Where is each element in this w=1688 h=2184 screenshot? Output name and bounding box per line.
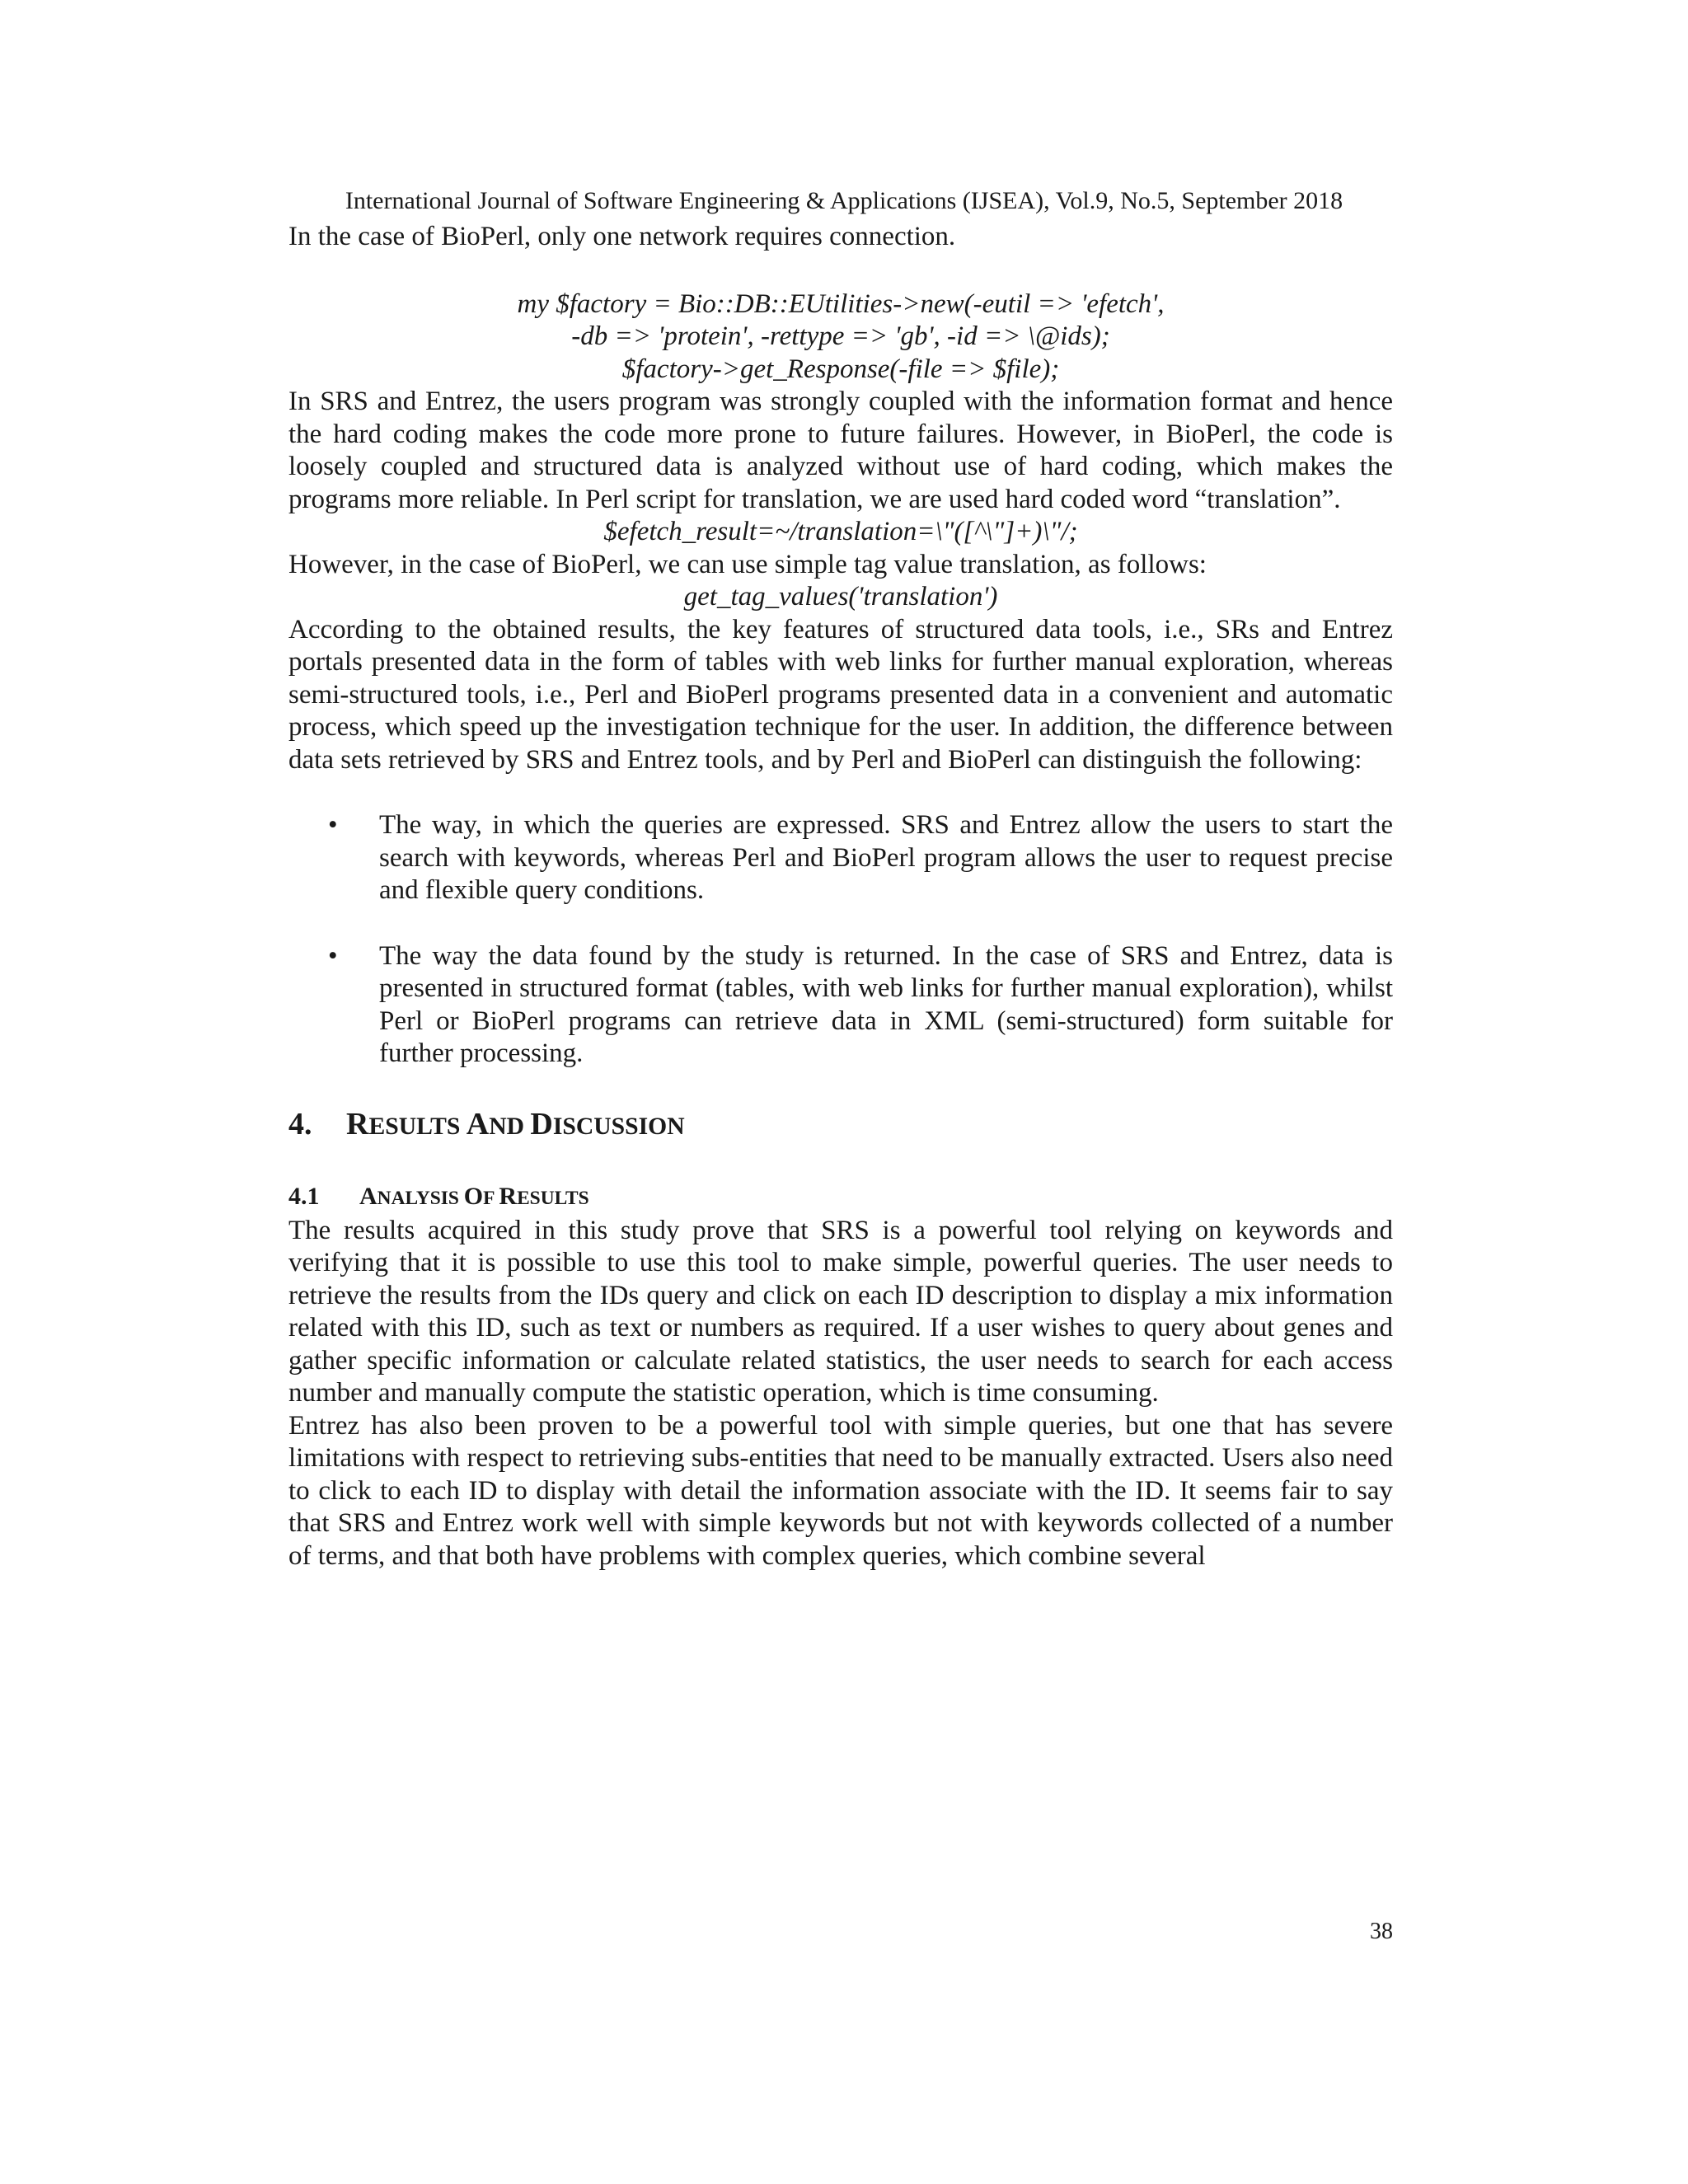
section-heading	[288, 1105, 1393, 1146]
code-line: $factory->get_Response(-file => $file);	[621, 354, 1060, 384]
intro-paragraph: In the case of BioPerl, only one network requires connection.	[288, 222, 956, 251]
bullet-icon: •	[328, 940, 338, 971]
code-line: my $factory = Bio::DB::EUtilities->new(-eutil => 'efetch',	[517, 288, 1165, 319]
running-header: International Journal of Software Engineering & Applications (IJSEA), Vol.9, No.5, September 2018	[345, 187, 1343, 214]
section-number: 4.	[288, 1106, 312, 1141]
list-item	[288, 940, 1393, 1071]
paragraph-results: The results acquired in this study prove that SRS is a powerful tool relying on keywords and verifying that it is possible to use this tool to make simple, powerful queries. The user needs to retrieve the results from the IDs query and click on each ID description to display a mix information related with this ID, such as text or numbers as required. If a user wishes to query about genes and gather specific information or calculate related statistics, the user needs to search for each access number and manually compute the statistic operation, which is time consuming.	[288, 1215, 1393, 1408]
bullet-list	[288, 809, 1393, 1071]
list-item-text: The way the data found by the study is returned. In the case of SRS and Entrez, data is presented in structured format (tables, with web links for further manual exploration), whilst Perl or BioPerl programs can retrieve data in XML (semi-structured) form suitable for further processing.	[379, 940, 1393, 1068]
paragraph-according: According to the obtained results, the key features of structured data tools, i.e., SRs and Entrez portals presented data in the form of tables with web links for further manual exploration, whereas semi-structured tools, i.e., Perl and BioPerl programs presented data in a convenient and automatic process, which speed up the investigation technique for the user. In addition, the difference between data sets retrieved by SRS and Entrez tools, and by Perl and BioPerl can distinguish the following:	[288, 614, 1393, 775]
list-item	[288, 809, 1393, 907]
code-regex: $efetch_result=~/translation=\"([^\"]+)\"/;	[603, 517, 1078, 546]
code-line: -db => 'protein', -rettype => 'gb', -id => \@ids);	[571, 321, 1110, 351]
subsection-number: 4.1	[288, 1182, 320, 1210]
section-title: RESULTS AND DISCUSSION	[346, 1106, 685, 1141]
paragraph-however: However, in the case of BioPerl, we can use simple tag value translation, as follows:	[288, 549, 1207, 579]
paragraph-entrez: Entrez has also been proven to be a powerful tool with simple queries, but one that has severe limitations with respect to retrieving subs-entities that need to be manually extracted. Users also need to click to each ID to display with detail the information associate with the ID. It seems fair to say that SRS and Entrez work well with simple keywords but not with keywords collected of a number of terms, and that both have problems with complex queries, which combine several	[288, 1410, 1393, 1571]
subsection-heading	[288, 1180, 1393, 1215]
list-item-text: The way, in which the queries are expressed. SRS and Entrez allow the users to start the search with keywords, whereas Perl and BioPerl program allows the user to request precise and flexible query conditions.	[379, 810, 1393, 905]
page-number: 38	[1370, 1919, 1393, 1944]
code-tag-values: get_tag_values('translation')	[683, 582, 998, 612]
page-content	[288, 221, 1393, 1572]
code-block-efetch	[288, 288, 1393, 387]
subsection-title: ANALYSIS OF RESULTS	[359, 1182, 589, 1210]
paragraph-coupling: In SRS and Entrez, the users program was strongly coupled with the information format and hence the hard coding makes the code more prone to future failures. However, in BioPerl, the code is loosely coupled and structured data is analyzed without use of hard coding, which makes the programs more reliable. In Perl script for translation, we are used hard coded word “translation”.	[288, 387, 1393, 514]
bullet-icon: •	[328, 810, 338, 840]
